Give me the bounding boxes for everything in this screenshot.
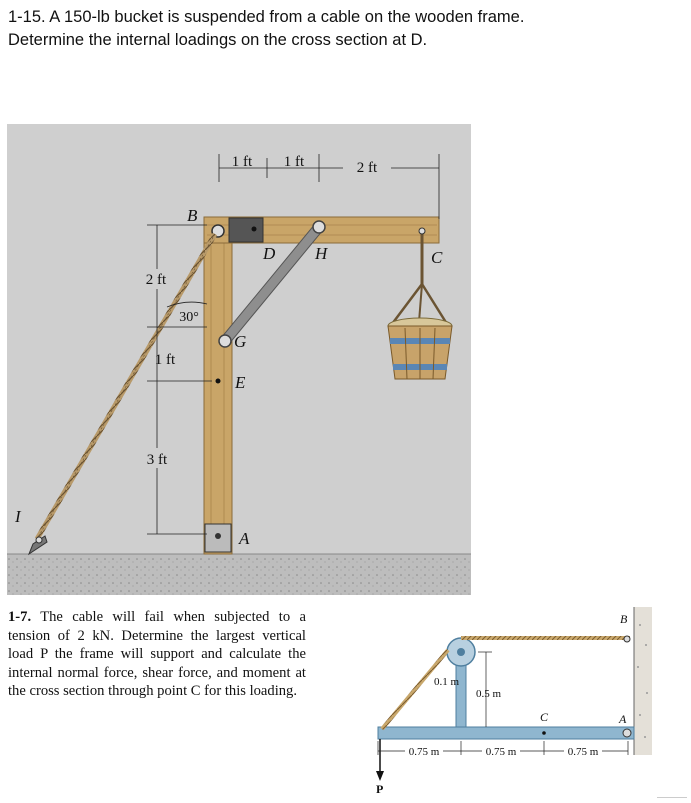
wooden-frame-figure (7, 124, 471, 595)
dim-1ft-b: 1 ft (283, 154, 305, 170)
dim-075m-a: 0.75 m (408, 746, 440, 758)
label-e: E (235, 373, 246, 392)
dim-3ft: 3 ft (146, 452, 168, 468)
problem-1-7-text: The cable will fail when subjected to a tension of 2 kN. Determine the largest vertical load P the frame will support and calculate the internal normal force, shear force, and moment at the cross section through point C for this loading. (8, 609, 306, 699)
problem-1-15-line1: 1-15. A 150-lb bucket is suspended from a cable on the wooden frame. (8, 8, 525, 26)
label-a: A (239, 529, 250, 548)
dim-2ft-top: 2 ft (356, 160, 378, 176)
angle-30: 30° (179, 310, 199, 325)
label-d: D (263, 244, 276, 263)
corner-bracket (229, 218, 263, 242)
label-b: B (187, 206, 198, 225)
label-a: A (619, 712, 627, 726)
dim-1ft-a: 1 ft (231, 154, 253, 170)
label-c: C (540, 710, 549, 724)
label-p: P (376, 782, 384, 796)
label-i: I (15, 507, 21, 526)
label-h: H (315, 244, 328, 263)
problem-1-15-line2: Determine the internal loadings on the cross section at D. (8, 31, 428, 49)
horizontal-member (378, 727, 634, 739)
divider (657, 797, 687, 798)
label-g: G (234, 332, 247, 351)
label-b: B (620, 612, 628, 626)
problem-1-7-number: 1-7. (8, 609, 32, 625)
label-c: C (431, 248, 443, 267)
pulley-frame-figure (372, 605, 688, 797)
dim-1ft-left: 1 ft (154, 352, 176, 368)
ground (7, 554, 471, 595)
vertical-post (204, 219, 232, 554)
problem-1-15-statement (8, 6, 668, 52)
dim-075m-b: 0.75 m (485, 746, 517, 758)
dim-05m: 0.5 m (476, 688, 502, 700)
dim-075m-c: 0.75 m (567, 746, 599, 758)
problem-1-7-statement (8, 608, 306, 701)
dim-01m: 0.1 m (434, 676, 460, 688)
dim-2ft-left: 2 ft (145, 272, 167, 288)
